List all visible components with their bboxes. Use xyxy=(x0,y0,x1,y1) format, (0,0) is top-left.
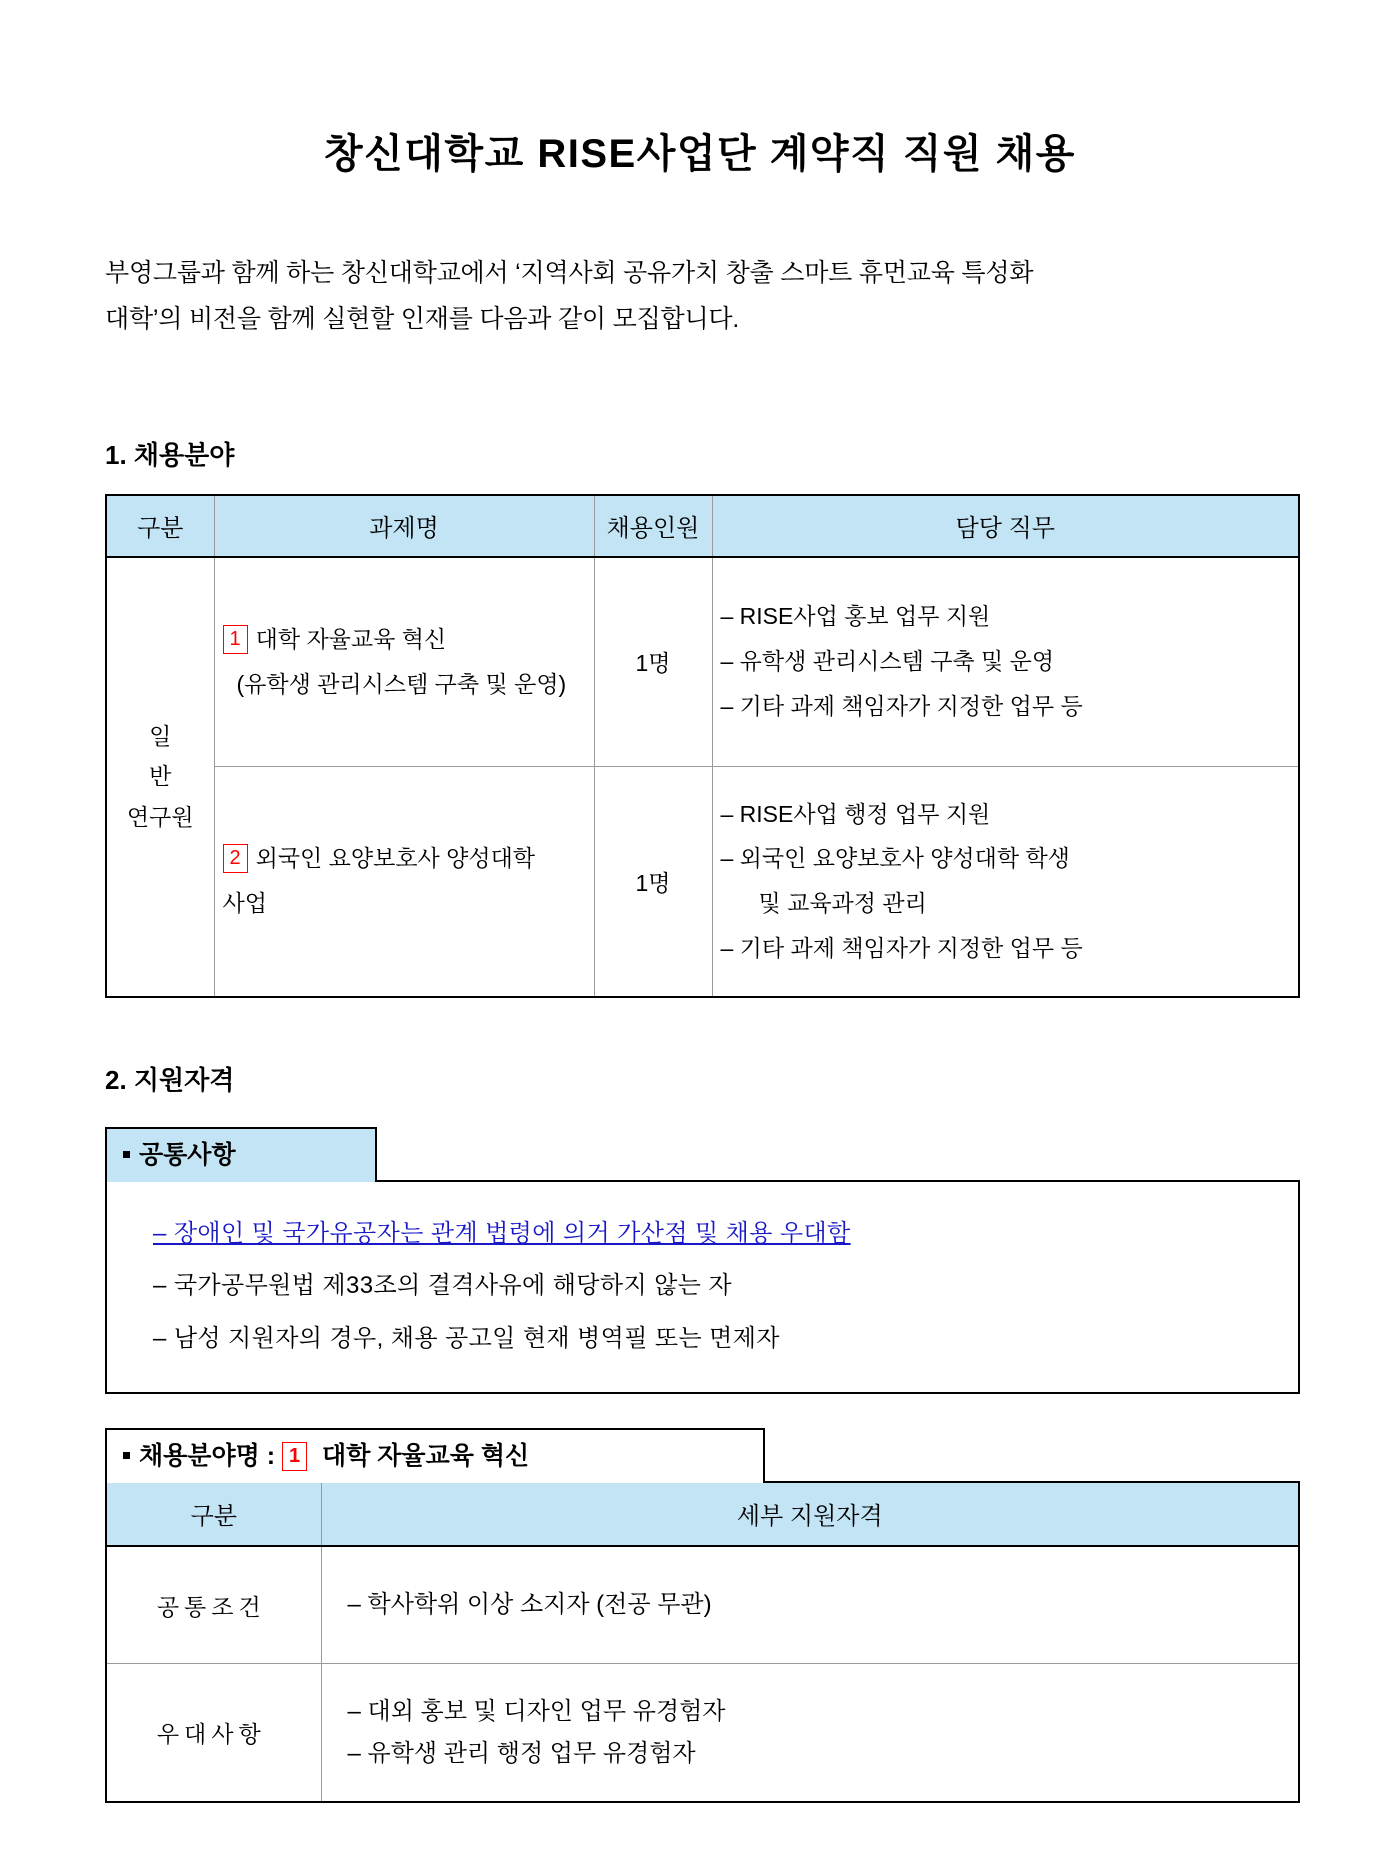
table-header-row xyxy=(106,1482,1299,1546)
table-row xyxy=(106,557,1299,767)
cell-headcount-2: 1명 xyxy=(594,767,712,997)
common-requirements-label xyxy=(105,1127,377,1182)
field-1-label-prefix: 채용분야명 : xyxy=(139,1441,282,1470)
section-2-heading: 2. 지원자격 xyxy=(105,1064,235,1095)
column-header-qual-gubun: 구분 xyxy=(106,1482,321,1546)
duty-item: – RISE사업 행정 업무 지원 xyxy=(720,800,991,827)
requirement-item: – 국가공무원법 제33조의 결격사유에 해당하지 않는 자 xyxy=(153,1272,732,1300)
common-requirements-box xyxy=(105,1127,1300,1394)
task-number-badge-1: 1 xyxy=(223,625,248,654)
square-bullet-icon xyxy=(123,1452,130,1459)
field-1-qualification-table xyxy=(105,1481,1300,1803)
task-subtitle-2: 사업 xyxy=(222,890,267,917)
requirement-item: – 장애인 및 국가유공자는 관계 법령에 의거 가산점 및 채용 우대함 xyxy=(153,1219,851,1247)
qual-item: – 학사학위 이상 소지자 (전공 무관) xyxy=(347,1591,712,1619)
cell-gubun-general-researcher xyxy=(106,557,214,997)
field-1-label xyxy=(105,1428,765,1483)
duty-item: – RISE사업 홍보 업무 지원 xyxy=(720,603,991,630)
task-number-badge-2: 2 xyxy=(223,844,248,873)
column-header-qual-detail: 세부 지원자격 xyxy=(321,1482,1299,1546)
column-header-duty: 담당 직무 xyxy=(712,495,1299,557)
cell-task-1 xyxy=(214,557,594,767)
qual-item: – 대외 홍보 및 디자인 업무 유경험자 xyxy=(347,1697,726,1725)
gubun-line-1: 일 반 xyxy=(149,723,186,790)
common-requirements-label-text: 공통사항 xyxy=(139,1140,236,1169)
cell-qual-value-preferred xyxy=(321,1664,1299,1802)
table-row xyxy=(106,767,1299,997)
cell-duties-2 xyxy=(712,767,1299,997)
task-title-1: 대학 자율교육 혁신 xyxy=(255,625,447,652)
column-header-task: 과제명 xyxy=(214,495,594,557)
requirement-item: – 남성 지원자의 경우, 채용 공고일 현재 병역필 또는 면제자 xyxy=(153,1325,780,1353)
duty-item: – 유학생 관리시스템 구축 및 운영 xyxy=(720,648,1055,675)
cell-task-2 xyxy=(214,767,594,997)
duty-item-continuation: 및 교육과정 관리 xyxy=(758,890,927,917)
intro-line-1: 부영그룹과 함께 하는 창신대학교에서 ‘지역사회 공유가치 창출 스마트 휴먼교육 특성화 xyxy=(105,259,1034,287)
section-1-heading: 1. 채용분야 xyxy=(105,439,235,470)
column-header-gubun: 구분 xyxy=(106,495,214,557)
field-1-label-suffix: 대학 자율교육 혁신 xyxy=(315,1441,530,1470)
common-requirements-body xyxy=(105,1180,1300,1394)
duty-item: – 기타 과제 책임자가 지정한 업무 등 xyxy=(720,935,1083,962)
intro-line-2: 대학’의 비전을 함께 실현할 인재를 다음과 같이 모집합니다. xyxy=(105,305,740,334)
table-row xyxy=(106,1664,1299,1802)
duty-item: – 외국인 요양보호사 양성대학 학생 xyxy=(720,845,1070,872)
cell-headcount-1: 1명 xyxy=(594,557,712,767)
table-row xyxy=(106,1546,1299,1664)
recruitment-fields-table xyxy=(105,494,1300,998)
cell-qual-key-common: 공통조건 xyxy=(106,1546,321,1664)
duty-item: – 기타 과제 책임자가 지정한 업무 등 xyxy=(720,693,1083,720)
cell-qual-value-common xyxy=(321,1546,1299,1664)
task-subtitle-1: (유학생 관리시스템 구축 및 운영) xyxy=(236,670,567,697)
cell-duties-1 xyxy=(712,557,1299,767)
task-title-2: 외국인 요양보호사 양성대학 xyxy=(255,845,536,872)
table-header-row xyxy=(106,495,1299,557)
field-1-number-badge: 1 xyxy=(282,1442,307,1471)
cell-qual-key-preferred: 우대사항 xyxy=(106,1664,321,1802)
page-title: 창신대학교 RISE사업단 계약직 직원 채용 xyxy=(324,132,1076,176)
intro-paragraph xyxy=(105,250,1295,343)
gubun-line-2: 연구원 xyxy=(126,803,194,830)
column-header-headcount: 채용인원 xyxy=(594,495,712,557)
field-1-qualification-box xyxy=(105,1428,1300,1483)
square-bullet-icon xyxy=(123,1151,130,1158)
qual-item: – 유학생 관리 행정 업무 유경험자 xyxy=(347,1739,696,1767)
